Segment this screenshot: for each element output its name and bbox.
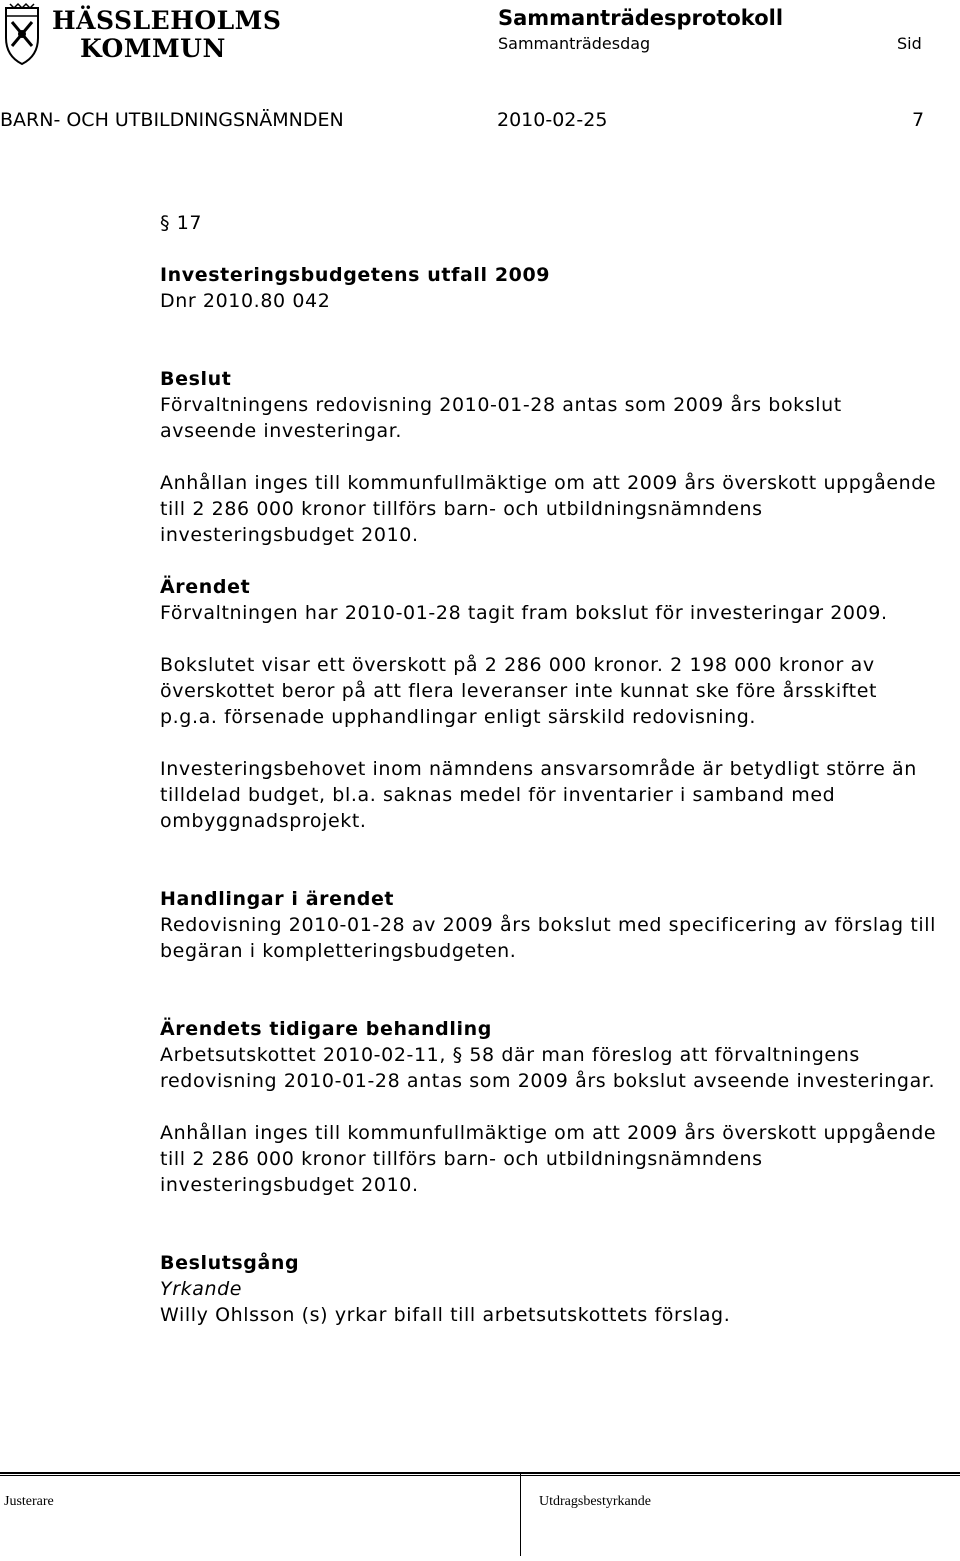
page-number: 7 bbox=[912, 109, 925, 131]
page-label: Sid bbox=[897, 34, 922, 53]
justerare-label: Justerare bbox=[4, 1494, 54, 1509]
beslut-paragraph: Anhållan inges till kommunfullmäktige om att 2009 års överskott uppgående till 2 286 000 kronor tillförs barn- och utbildningsnämndens investeringsbudget 2010. bbox=[160, 472, 937, 546]
utdragsbestyrkande-box bbox=[520, 1474, 959, 1556]
handlingar-heading: Handlingar i ärendet bbox=[160, 888, 395, 910]
logo-line2: KOMMUN bbox=[80, 34, 226, 63]
tidigare-paragraph: Anhållan inges till kommunfullmäktige om att 2009 års överskott uppgående till 2 286 000 kronor tillförs barn- och utbildningsnämndens investeringsbudget 2010. bbox=[160, 1122, 937, 1196]
beslutsgang-heading: Beslutsgång bbox=[160, 1252, 300, 1274]
arendet-paragraph: Investeringsbehovet inom nämndens ansvarsområde är betydligt större än tilldelad budget, bl.a. saknas medel för inventarier i samband med ombyggnadsprojekt. bbox=[160, 758, 917, 832]
coat-of-arms-icon bbox=[2, 2, 42, 66]
arendet-paragraph: Bokslutet visar ett överskott på 2 286 000 kronor. 2 198 000 kronor av överskottet beror på att flera leveranser inte kunnat ske före årsskiftet p.g.a. försenade upphandlingar enligt särskild redovisning. bbox=[160, 654, 878, 728]
document-type: Sammanträdesprotokoll bbox=[498, 6, 784, 30]
section-title: Investeringsbudgetens utfall 2009 bbox=[160, 264, 551, 286]
tidigare-heading: Ärendets tidigare behandling bbox=[160, 1018, 492, 1040]
arendet-heading: Ärendet bbox=[160, 576, 251, 598]
protocol-body bbox=[160, 210, 940, 1328]
meeting-date: 2010-02-25 bbox=[497, 109, 608, 131]
tidigare-paragraph: Arbetsutskottet 2010-02-11, § 58 där man föreslog att förvaltningens redovisning 2010-01-28 antas som 2009 års bokslut avseende investeringar. bbox=[160, 1044, 936, 1092]
board-name: BARN- OCH UTBILDNINGSNÄMNDEN bbox=[0, 109, 344, 131]
yrkande-subheading: Yrkande bbox=[160, 1278, 243, 1300]
beslut-paragraph: Förvaltningens redovisning 2010-01-28 antas som 2009 års bokslut avseende investeringar. bbox=[160, 394, 842, 442]
beslut-heading: Beslut bbox=[160, 368, 232, 390]
logo-line1: HÄSSLEHOLMS bbox=[52, 6, 282, 35]
meeting-date-label: Sammanträdesdag bbox=[498, 34, 651, 53]
utdragsbestyrkande-label: Utdragsbestyrkande bbox=[539, 1494, 651, 1509]
paragraph-mark: § 17 bbox=[160, 212, 203, 234]
handlingar-paragraph: Redovisning 2010-01-28 av 2009 års bokslut med specificering av förslag till begäran i kompletteringsbudgeten. bbox=[160, 914, 937, 962]
justerare-box bbox=[0, 1474, 520, 1556]
dnr: Dnr 2010.80 042 bbox=[160, 290, 331, 312]
arendet-paragraph: Förvaltningen har 2010-01-28 tagit fram bokslut för investeringar 2009. bbox=[160, 602, 888, 624]
beslutsgang-paragraph: Willy Ohlsson (s) yrkar bifall till arbetsutskottets förslag. bbox=[160, 1304, 731, 1326]
municipality-logo bbox=[0, 0, 282, 70]
